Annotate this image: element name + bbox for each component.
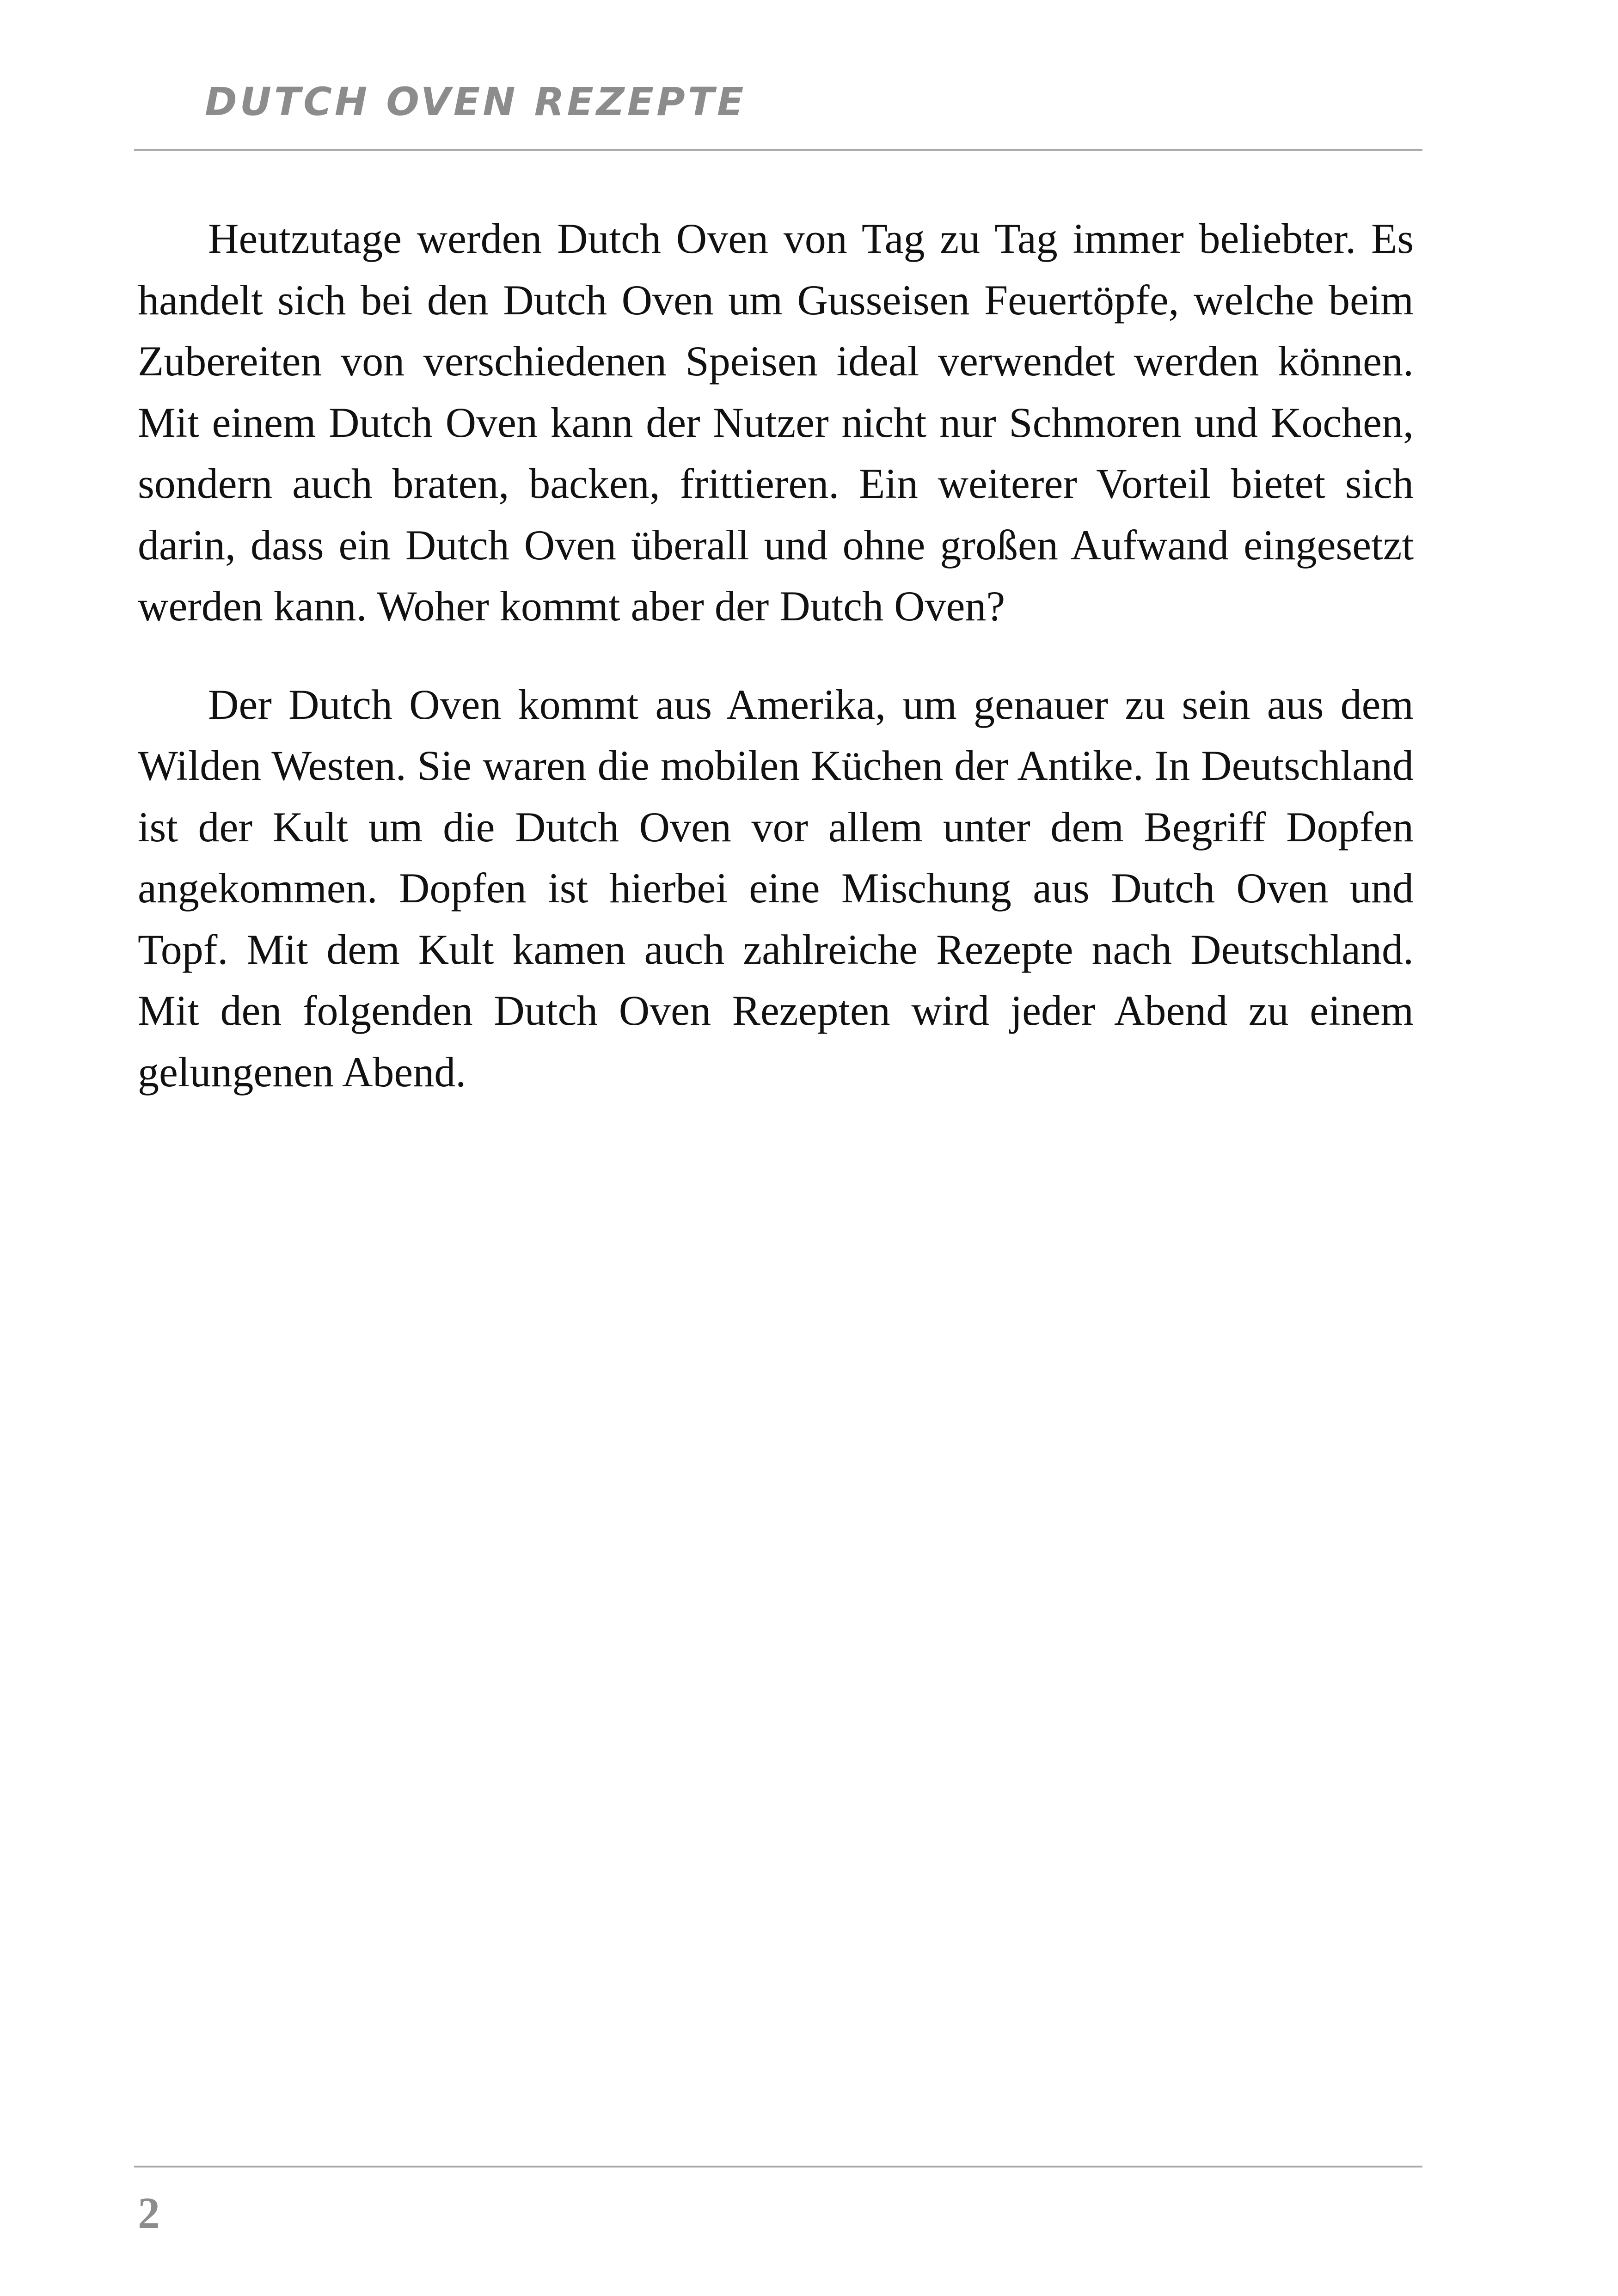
footer-divider	[134, 2166, 1422, 2167]
body-text	[138, 208, 1414, 1139]
paragraph-2: Der Dutch Oven kommt aus Amerika, um genauer zu sein aus dem Wilden Westen. Sie waren die mobilen Küchen der Antike. In Deutschland ist der Kult um die Dutch Oven vor allem unter dem Begriff Dopfen angekommen. Dopfen ist hierbei eine Mischung aus Dutch Oven und Topf. Mit dem Kult kamen auch zahlreiche Rezepte nach Deutschland. Mit den folgenden Dutch Oven Rezepten wird jeder Abend zu einem gelungenen Abend.	[138, 680, 1414, 1096]
paragraph-1: Heutzutage werden Dutch Oven von Tag zu Tag immer beliebter. Es handelt sich bei den Dutch Oven um Gusseisen Feuertöpfe, welche beim Zubereiten von verschiedenen Speisen ideal verwendet werden können. Mit einem Dutch Oven kann der Nutzer nicht nur Schmoren und Kochen, sondern auch braten, backen, frittieren. Ein weiterer Vorteil bietet sich darin, dass ein Dutch Oven überall und ohne großen Aufwand eingesetzt werden kann. Woher kommt aber der Dutch Oven?	[138, 215, 1414, 630]
page-number: 2	[138, 2188, 160, 2238]
running-header: DUTCH OVEN REZEPTE	[205, 79, 747, 124]
header-divider	[134, 149, 1422, 151]
